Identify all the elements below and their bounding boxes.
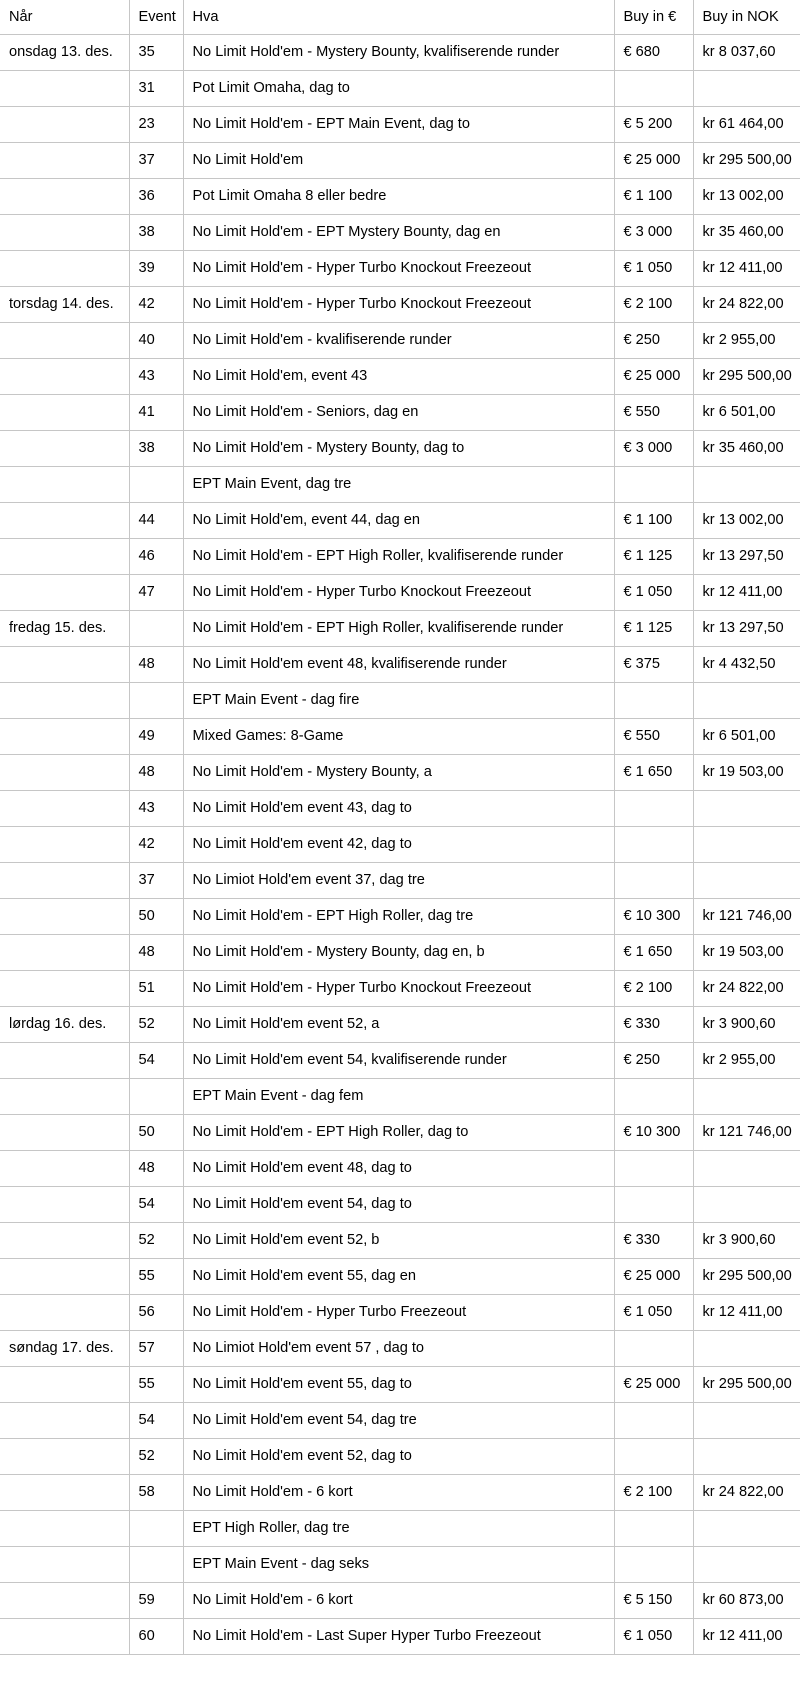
date-cell bbox=[0, 1150, 129, 1186]
description-cell: No Limit Hold'em event 52, dag to bbox=[183, 1438, 614, 1474]
table-row bbox=[0, 1618, 800, 1654]
buyin-eur-cell: € 1 100 bbox=[614, 502, 693, 538]
event-cell: 39 bbox=[129, 250, 183, 286]
buyin-eur-cell: € 1 050 bbox=[614, 1294, 693, 1330]
date-cell bbox=[0, 1186, 129, 1222]
date-cell bbox=[0, 1078, 129, 1114]
date-cell bbox=[0, 1546, 129, 1582]
event-cell bbox=[129, 682, 183, 718]
event-cell bbox=[129, 1078, 183, 1114]
event-cell: 54 bbox=[129, 1186, 183, 1222]
table-row bbox=[0, 1042, 800, 1078]
table-row bbox=[0, 1006, 800, 1042]
description-cell: No Limit Hold'em, event 43 bbox=[183, 358, 614, 394]
table-row bbox=[0, 250, 800, 286]
description-cell: No Limit Hold'em event 54, dag to bbox=[183, 1186, 614, 1222]
buyin-nok-cell bbox=[693, 1330, 800, 1366]
date-cell bbox=[0, 502, 129, 538]
description-cell: No Limit Hold'em - Mystery Bounty, dag to bbox=[183, 430, 614, 466]
event-cell: 35 bbox=[129, 34, 183, 70]
buyin-nok-cell: kr 35 460,00 bbox=[693, 214, 800, 250]
date-cell bbox=[0, 70, 129, 106]
date-cell bbox=[0, 1510, 129, 1546]
table-row bbox=[0, 34, 800, 70]
buyin-nok-cell bbox=[693, 826, 800, 862]
table-row bbox=[0, 1546, 800, 1582]
buyin-nok-cell: kr 61 464,00 bbox=[693, 106, 800, 142]
event-cell: 54 bbox=[129, 1402, 183, 1438]
buyin-nok-cell: kr 295 500,00 bbox=[693, 1258, 800, 1294]
buyin-nok-cell: kr 121 746,00 bbox=[693, 898, 800, 934]
event-cell: 23 bbox=[129, 106, 183, 142]
buyin-eur-cell: € 25 000 bbox=[614, 142, 693, 178]
description-cell: No Limit Hold'em, event 44, dag en bbox=[183, 502, 614, 538]
date-cell bbox=[0, 1042, 129, 1078]
description-cell: No Limit Hold'em - Last Super Hyper Turbo Freezeout bbox=[183, 1618, 614, 1654]
buyin-nok-cell: kr 13 002,00 bbox=[693, 178, 800, 214]
buyin-nok-cell: kr 19 503,00 bbox=[693, 934, 800, 970]
date-cell: søndag 17. des. bbox=[0, 1330, 129, 1366]
table-row bbox=[0, 1510, 800, 1546]
description-cell: Mixed Games: 8-Game bbox=[183, 718, 614, 754]
buyin-nok-cell: kr 24 822,00 bbox=[693, 1474, 800, 1510]
buyin-nok-cell: kr 13 297,50 bbox=[693, 538, 800, 574]
buyin-eur-cell: € 1 050 bbox=[614, 574, 693, 610]
event-cell: 47 bbox=[129, 574, 183, 610]
description-cell: EPT Main Event, dag tre bbox=[183, 466, 614, 502]
table-row bbox=[0, 898, 800, 934]
event-cell: 58 bbox=[129, 1474, 183, 1510]
table-row bbox=[0, 502, 800, 538]
description-cell: No Limit Hold'em bbox=[183, 142, 614, 178]
event-cell: 50 bbox=[129, 898, 183, 934]
header-buyin-eur: Buy in € bbox=[614, 0, 693, 34]
event-cell: 38 bbox=[129, 214, 183, 250]
description-cell: No Limit Hold'em - EPT High Roller, dag tre bbox=[183, 898, 614, 934]
description-cell: No Limit Hold'em event 52, a bbox=[183, 1006, 614, 1042]
date-cell bbox=[0, 754, 129, 790]
buyin-eur-cell: € 2 100 bbox=[614, 286, 693, 322]
buyin-eur-cell bbox=[614, 70, 693, 106]
table-row bbox=[0, 1402, 800, 1438]
buyin-eur-cell: € 1 650 bbox=[614, 934, 693, 970]
buyin-nok-cell: kr 35 460,00 bbox=[693, 430, 800, 466]
buyin-eur-cell: € 1 100 bbox=[614, 178, 693, 214]
event-cell: 38 bbox=[129, 430, 183, 466]
event-cell: 42 bbox=[129, 286, 183, 322]
description-cell: No Limit Hold'em event 48, kvalifiserende runder bbox=[183, 646, 614, 682]
description-cell: No Limit Hold'em - Mystery Bounty, dag en, b bbox=[183, 934, 614, 970]
buyin-nok-cell bbox=[693, 1546, 800, 1582]
table-row bbox=[0, 862, 800, 898]
event-cell bbox=[129, 466, 183, 502]
buyin-nok-cell: kr 295 500,00 bbox=[693, 1366, 800, 1402]
date-cell bbox=[0, 214, 129, 250]
description-cell: No Limit Hold'em - Hyper Turbo Knockout Freezeout bbox=[183, 574, 614, 610]
header-description: Hva bbox=[183, 0, 614, 34]
buyin-eur-cell: € 2 100 bbox=[614, 1474, 693, 1510]
date-cell bbox=[0, 1402, 129, 1438]
event-cell: 43 bbox=[129, 358, 183, 394]
table-row bbox=[0, 466, 800, 502]
event-cell: 43 bbox=[129, 790, 183, 826]
buyin-nok-cell bbox=[693, 466, 800, 502]
buyin-nok-cell bbox=[693, 862, 800, 898]
event-cell: 31 bbox=[129, 70, 183, 106]
table-row bbox=[0, 646, 800, 682]
buyin-nok-cell: kr 60 873,00 bbox=[693, 1582, 800, 1618]
description-cell: No Limit Hold'em - Hyper Turbo Knockout Freezeout bbox=[183, 970, 614, 1006]
buyin-nok-cell: kr 6 501,00 bbox=[693, 394, 800, 430]
buyin-nok-cell bbox=[693, 1186, 800, 1222]
date-cell: fredag 15. des. bbox=[0, 610, 129, 646]
table-row bbox=[0, 754, 800, 790]
description-cell: No Limit Hold'em - kvalifiserende runder bbox=[183, 322, 614, 358]
buyin-eur-cell: € 3 000 bbox=[614, 214, 693, 250]
table-row bbox=[0, 178, 800, 214]
event-cell: 37 bbox=[129, 862, 183, 898]
date-cell bbox=[0, 1114, 129, 1150]
table-row bbox=[0, 70, 800, 106]
date-cell bbox=[0, 682, 129, 718]
buyin-eur-cell: € 10 300 bbox=[614, 898, 693, 934]
table-row bbox=[0, 286, 800, 322]
buyin-eur-cell: € 550 bbox=[614, 718, 693, 754]
buyin-nok-cell bbox=[693, 1150, 800, 1186]
description-cell: No Limit Hold'em - 6 kort bbox=[183, 1474, 614, 1510]
event-cell: 37 bbox=[129, 142, 183, 178]
date-cell bbox=[0, 790, 129, 826]
description-cell: No Limit Hold'em event 48, dag to bbox=[183, 1150, 614, 1186]
buyin-eur-cell: € 330 bbox=[614, 1006, 693, 1042]
date-cell bbox=[0, 1618, 129, 1654]
buyin-nok-cell: kr 24 822,00 bbox=[693, 970, 800, 1006]
date-cell bbox=[0, 466, 129, 502]
buyin-nok-cell: kr 2 955,00 bbox=[693, 1042, 800, 1078]
date-cell bbox=[0, 1222, 129, 1258]
table-row bbox=[0, 970, 800, 1006]
buyin-nok-cell: kr 12 411,00 bbox=[693, 574, 800, 610]
buyin-eur-cell: € 3 000 bbox=[614, 430, 693, 466]
buyin-nok-cell: kr 3 900,60 bbox=[693, 1006, 800, 1042]
buyin-eur-cell: € 250 bbox=[614, 1042, 693, 1078]
buyin-nok-cell: kr 6 501,00 bbox=[693, 718, 800, 754]
date-cell bbox=[0, 394, 129, 430]
buyin-eur-cell: € 25 000 bbox=[614, 1258, 693, 1294]
buyin-eur-cell bbox=[614, 1330, 693, 1366]
event-cell: 60 bbox=[129, 1618, 183, 1654]
table-row bbox=[0, 574, 800, 610]
event-cell: 48 bbox=[129, 754, 183, 790]
event-cell: 40 bbox=[129, 322, 183, 358]
event-cell: 54 bbox=[129, 1042, 183, 1078]
date-cell bbox=[0, 1438, 129, 1474]
event-cell: 36 bbox=[129, 178, 183, 214]
description-cell: EPT High Roller, dag tre bbox=[183, 1510, 614, 1546]
buyin-eur-cell: € 550 bbox=[614, 394, 693, 430]
buyin-eur-cell: € 5 150 bbox=[614, 1582, 693, 1618]
table-row bbox=[0, 790, 800, 826]
description-cell: No Limit Hold'em event 54, dag tre bbox=[183, 1402, 614, 1438]
buyin-nok-cell: kr 4 432,50 bbox=[693, 646, 800, 682]
buyin-nok-cell: kr 295 500,00 bbox=[693, 142, 800, 178]
event-cell: 42 bbox=[129, 826, 183, 862]
buyin-eur-cell: € 330 bbox=[614, 1222, 693, 1258]
buyin-nok-cell: kr 295 500,00 bbox=[693, 358, 800, 394]
buyin-eur-cell: € 25 000 bbox=[614, 358, 693, 394]
table-body bbox=[0, 34, 800, 1654]
header-buyin-nok: Buy in NOK bbox=[693, 0, 800, 34]
description-cell: No Limiot Hold'em event 37, dag tre bbox=[183, 862, 614, 898]
description-cell: No Limit Hold'em - Hyper Turbo Knockout Freezeout bbox=[183, 250, 614, 286]
date-cell bbox=[0, 970, 129, 1006]
header-event: Event bbox=[129, 0, 183, 34]
event-cell: 55 bbox=[129, 1258, 183, 1294]
date-cell bbox=[0, 142, 129, 178]
buyin-eur-cell: € 680 bbox=[614, 34, 693, 70]
buyin-eur-cell: € 1 125 bbox=[614, 538, 693, 574]
table-row bbox=[0, 1366, 800, 1402]
buyin-eur-cell bbox=[614, 826, 693, 862]
date-cell bbox=[0, 106, 129, 142]
date-cell: lørdag 16. des. bbox=[0, 1006, 129, 1042]
table-row bbox=[0, 1114, 800, 1150]
event-cell: 49 bbox=[129, 718, 183, 754]
buyin-eur-cell: € 1 125 bbox=[614, 610, 693, 646]
buyin-nok-cell bbox=[693, 1438, 800, 1474]
buyin-nok-cell: kr 2 955,00 bbox=[693, 322, 800, 358]
table-row bbox=[0, 934, 800, 970]
event-cell: 57 bbox=[129, 1330, 183, 1366]
buyin-eur-cell bbox=[614, 1186, 693, 1222]
buyin-eur-cell bbox=[614, 1438, 693, 1474]
description-cell: EPT Main Event - dag fire bbox=[183, 682, 614, 718]
description-cell: No Limit Hold'em - Mystery Bounty, a bbox=[183, 754, 614, 790]
date-cell bbox=[0, 898, 129, 934]
description-cell: No Limit Hold'em - 6 kort bbox=[183, 1582, 614, 1618]
date-cell: torsdag 14. des. bbox=[0, 286, 129, 322]
buyin-eur-cell bbox=[614, 1546, 693, 1582]
description-cell: No Limit Hold'em event 42, dag to bbox=[183, 826, 614, 862]
description-cell: No Limit Hold'em event 55, dag to bbox=[183, 1366, 614, 1402]
buyin-nok-cell bbox=[693, 1078, 800, 1114]
event-cell: 50 bbox=[129, 1114, 183, 1150]
event-cell bbox=[129, 1546, 183, 1582]
event-cell: 52 bbox=[129, 1222, 183, 1258]
buyin-nok-cell: kr 12 411,00 bbox=[693, 250, 800, 286]
event-cell: 46 bbox=[129, 538, 183, 574]
buyin-eur-cell: € 375 bbox=[614, 646, 693, 682]
buyin-eur-cell: € 10 300 bbox=[614, 1114, 693, 1150]
description-cell: No Limit Hold'em - Hyper Turbo Knockout Freezeout bbox=[183, 286, 614, 322]
buyin-nok-cell: kr 19 503,00 bbox=[693, 754, 800, 790]
buyin-nok-cell: kr 121 746,00 bbox=[693, 1114, 800, 1150]
description-cell: No Limit Hold'em - EPT High Roller, kvalifiserende runder bbox=[183, 610, 614, 646]
buyin-eur-cell bbox=[614, 790, 693, 826]
header-date: Når bbox=[0, 0, 129, 34]
event-cell: 51 bbox=[129, 970, 183, 1006]
date-cell bbox=[0, 574, 129, 610]
buyin-eur-cell: € 2 100 bbox=[614, 970, 693, 1006]
event-cell: 52 bbox=[129, 1438, 183, 1474]
description-cell: Pot Limit Omaha, dag to bbox=[183, 70, 614, 106]
buyin-nok-cell: kr 13 002,00 bbox=[693, 502, 800, 538]
table-row bbox=[0, 214, 800, 250]
description-cell: No Limit Hold'em - EPT High Roller, kvalifiserende runder bbox=[183, 538, 614, 574]
description-cell: No Limit Hold'em event 55, dag en bbox=[183, 1258, 614, 1294]
event-cell: 59 bbox=[129, 1582, 183, 1618]
description-cell: No Limit Hold'em - Seniors, dag en bbox=[183, 394, 614, 430]
date-cell bbox=[0, 826, 129, 862]
description-cell: No Limit Hold'em - Mystery Bounty, kvalifiserende runder bbox=[183, 34, 614, 70]
table-row bbox=[0, 538, 800, 574]
buyin-eur-cell bbox=[614, 466, 693, 502]
event-cell: 44 bbox=[129, 502, 183, 538]
date-cell bbox=[0, 178, 129, 214]
table-row bbox=[0, 358, 800, 394]
event-cell: 48 bbox=[129, 646, 183, 682]
buyin-nok-cell: kr 13 297,50 bbox=[693, 610, 800, 646]
buyin-eur-cell: € 1 650 bbox=[614, 754, 693, 790]
date-cell bbox=[0, 646, 129, 682]
table-row bbox=[0, 142, 800, 178]
buyin-nok-cell: kr 12 411,00 bbox=[693, 1294, 800, 1330]
description-cell: No Limit Hold'em event 54, kvalifiserende runder bbox=[183, 1042, 614, 1078]
description-cell: No Limit Hold'em event 52, b bbox=[183, 1222, 614, 1258]
buyin-eur-cell bbox=[614, 1078, 693, 1114]
date-cell bbox=[0, 322, 129, 358]
event-cell bbox=[129, 1510, 183, 1546]
table-row bbox=[0, 826, 800, 862]
buyin-nok-cell bbox=[693, 1510, 800, 1546]
buyin-nok-cell: kr 24 822,00 bbox=[693, 286, 800, 322]
event-cell: 55 bbox=[129, 1366, 183, 1402]
table-header bbox=[0, 0, 800, 34]
table-row bbox=[0, 1438, 800, 1474]
table-row bbox=[0, 1582, 800, 1618]
table-row bbox=[0, 1150, 800, 1186]
event-cell: 48 bbox=[129, 934, 183, 970]
buyin-nok-cell bbox=[693, 1402, 800, 1438]
date-cell bbox=[0, 1366, 129, 1402]
buyin-eur-cell bbox=[614, 1510, 693, 1546]
buyin-nok-cell: kr 8 037,60 bbox=[693, 34, 800, 70]
table-row bbox=[0, 394, 800, 430]
date-cell bbox=[0, 934, 129, 970]
buyin-eur-cell: € 1 050 bbox=[614, 1618, 693, 1654]
description-cell: No Limit Hold'em - Hyper Turbo Freezeout bbox=[183, 1294, 614, 1330]
date-cell bbox=[0, 862, 129, 898]
buyin-eur-cell: € 5 200 bbox=[614, 106, 693, 142]
buyin-eur-cell: € 1 050 bbox=[614, 250, 693, 286]
buyin-nok-cell: kr 3 900,60 bbox=[693, 1222, 800, 1258]
table-row bbox=[0, 1186, 800, 1222]
description-cell: No Limit Hold'em - EPT High Roller, dag to bbox=[183, 1114, 614, 1150]
table-row bbox=[0, 682, 800, 718]
date-cell bbox=[0, 538, 129, 574]
table-row bbox=[0, 322, 800, 358]
buyin-nok-cell: kr 12 411,00 bbox=[693, 1618, 800, 1654]
table-row bbox=[0, 1258, 800, 1294]
description-cell: No Limit Hold'em - EPT Main Event, dag to bbox=[183, 106, 614, 142]
description-cell: No Limit Hold'em - EPT Mystery Bounty, dag en bbox=[183, 214, 614, 250]
table-row bbox=[0, 1078, 800, 1114]
buyin-nok-cell bbox=[693, 790, 800, 826]
buyin-eur-cell bbox=[614, 862, 693, 898]
buyin-eur-cell: € 25 000 bbox=[614, 1366, 693, 1402]
date-cell bbox=[0, 430, 129, 466]
buyin-eur-cell: € 250 bbox=[614, 322, 693, 358]
buyin-nok-cell bbox=[693, 70, 800, 106]
description-cell: EPT Main Event - dag fem bbox=[183, 1078, 614, 1114]
table-row bbox=[0, 1474, 800, 1510]
table-row bbox=[0, 610, 800, 646]
event-cell: 48 bbox=[129, 1150, 183, 1186]
table-row bbox=[0, 106, 800, 142]
event-cell: 56 bbox=[129, 1294, 183, 1330]
table-row bbox=[0, 1222, 800, 1258]
date-cell bbox=[0, 250, 129, 286]
table-row bbox=[0, 718, 800, 754]
event-cell: 52 bbox=[129, 1006, 183, 1042]
buyin-eur-cell bbox=[614, 1150, 693, 1186]
description-cell: No Limit Hold'em event 43, dag to bbox=[183, 790, 614, 826]
description-cell: EPT Main Event - dag seks bbox=[183, 1546, 614, 1582]
date-cell bbox=[0, 718, 129, 754]
date-cell: onsdag 13. des. bbox=[0, 34, 129, 70]
date-cell bbox=[0, 1474, 129, 1510]
header-row bbox=[0, 0, 800, 34]
event-cell: 41 bbox=[129, 394, 183, 430]
table-row bbox=[0, 1294, 800, 1330]
buyin-eur-cell bbox=[614, 1402, 693, 1438]
buyin-nok-cell bbox=[693, 682, 800, 718]
event-cell bbox=[129, 610, 183, 646]
date-cell bbox=[0, 1258, 129, 1294]
date-cell bbox=[0, 1294, 129, 1330]
date-cell bbox=[0, 358, 129, 394]
date-cell bbox=[0, 1582, 129, 1618]
buyin-eur-cell bbox=[614, 682, 693, 718]
description-cell: Pot Limit Omaha 8 eller bedre bbox=[183, 178, 614, 214]
table-row bbox=[0, 430, 800, 466]
description-cell: No Limiot Hold'em event 57 , dag to bbox=[183, 1330, 614, 1366]
table-row bbox=[0, 1330, 800, 1366]
